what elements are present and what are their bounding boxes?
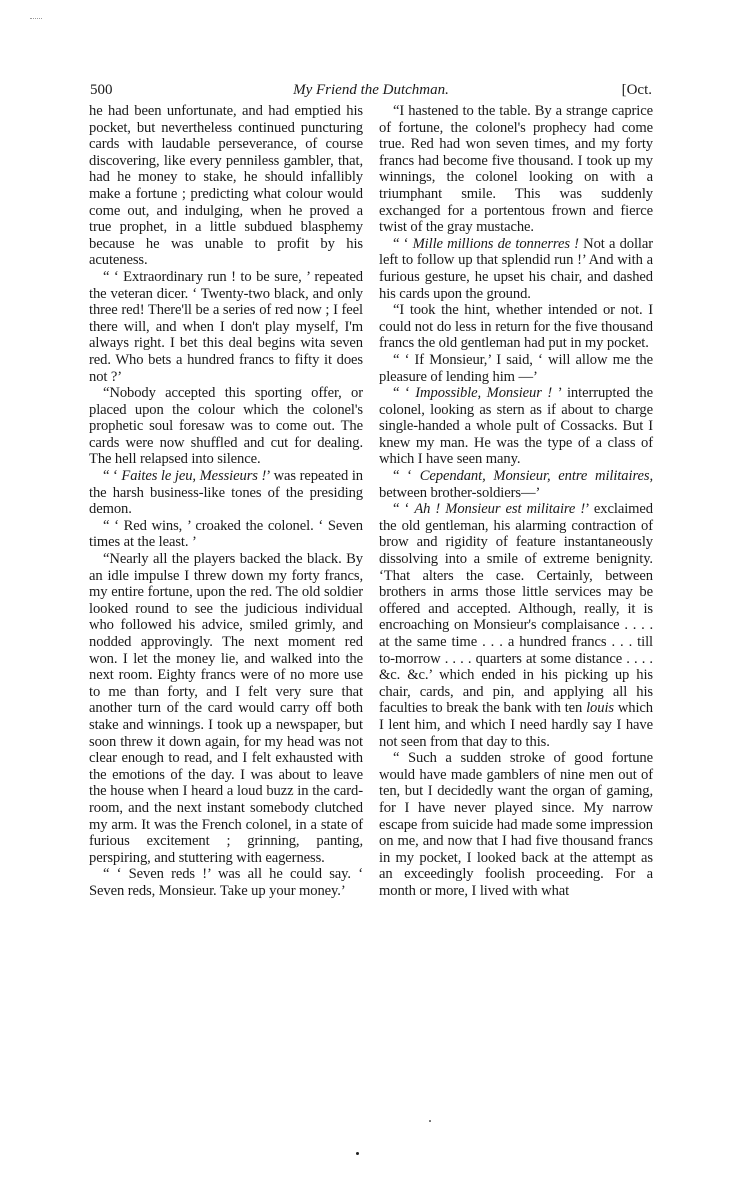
paragraph bbox=[89, 385, 363, 468]
paragraph bbox=[379, 352, 653, 385]
paragraph bbox=[379, 236, 653, 302]
paragraph-text: “ ‘ bbox=[393, 235, 413, 252]
paragraph-text: “ ‘ bbox=[393, 468, 420, 485]
italic-phrase: Impossible, Monsieur ! bbox=[415, 385, 553, 402]
paragraph bbox=[89, 551, 363, 866]
paragraph-text: “ ‘ If Monsieur,’ I said, ‘ will allow me the pleasure of lending him —’ bbox=[379, 351, 653, 385]
paragraph bbox=[379, 501, 653, 750]
paragraph-text: between brother-soldiers—’ bbox=[379, 484, 541, 501]
italic-phrase: Mille millions de tonnerres ! bbox=[412, 235, 579, 252]
paragraph bbox=[379, 385, 653, 468]
paragraph-text: “ ‘ bbox=[393, 501, 415, 518]
paragraph-text: he had been unfortunate, and had emptied his pocket, but nevertheless continued puncturing cards with laudable perseverance, of course discovering, like every penniless gambler, that, had he money to stake, he should infallibly make a fortune ; predicting what colour would come out, and indulging, when he proved a true prophet, in a little subdued blasphemy because he was unable to profit by his acuteness. bbox=[89, 103, 363, 269]
paragraph-text: which I lent him, and which I need hardly say I have not seen from that day to this. bbox=[379, 700, 653, 750]
paragraph-text: “Nobody accepted this sporting offer, or placed upon the colour which the colonel's prophetic soul foresaw was to come out. The cards were now shuffled and cut for dealing. The hell relapsed into silence. bbox=[89, 385, 363, 468]
scan-mark bbox=[30, 18, 42, 20]
paragraph-text: “ ‘ bbox=[103, 468, 122, 485]
ink-speck bbox=[356, 1152, 359, 1155]
paragraph-text: “ ‘ bbox=[393, 385, 416, 402]
paragraph bbox=[379, 302, 653, 352]
paragraph bbox=[89, 866, 363, 899]
italic-phrase: Ah ! Monsieur est militaire ! bbox=[414, 501, 586, 518]
paragraph bbox=[89, 518, 363, 551]
running-head bbox=[90, 80, 652, 100]
italic-phrase: Faites le jeu, Messieurs ! bbox=[121, 468, 267, 485]
paragraph-text: “ ‘ Extraordinary run ! to be sure, ’ repeated the veteran dicer. ‘ Twenty-two black, and only three red! There'll be a series of red now ; I feel there will, and when I don't play myself, I'm always right. I bet this deal begins wita seven red. Who bets a hundred francs to fifty it does not ?’ bbox=[89, 268, 363, 385]
italic-phrase: louis bbox=[586, 700, 614, 717]
paragraph bbox=[89, 468, 363, 518]
right-column bbox=[379, 103, 653, 900]
paragraph bbox=[89, 103, 363, 269]
paragraph-text: “Nearly all the players backed the black. By an idle impulse I threw down my forty francs, my entire fortune, upon the red. The old soldier looked round to see the judicious individual who followed his advice, smiled grimly, and nodded approvingly. The next moment red won. I let the money lie, and walked into the next room. Eighty francs were of no more use to me than forty, and I felt very sure that another turn of the card would carry off both stake and winnings. I took up a newspaper, but soon threw it down again, for my head was not clear enough to read, and I felt exhausted with the emotions of the day. I was about to leave the house when I heard a loud buzz in the card-room, and the next instant somebody clutched my arm. It was the French colonel, in a state of furious excitement ; grinning, panting, perspiring, and stuttering with eagerness. bbox=[89, 551, 363, 866]
paragraph-text: “I took the hint, whether intended or not. I could not do less in return for the five thousand francs the old gentleman had put in my pocket. bbox=[379, 302, 653, 352]
running-month: [Oct. bbox=[621, 82, 652, 98]
paragraph bbox=[379, 750, 653, 899]
paragraph-text: “ Such a sudden stroke of good fortune would have made gamblers of nine men out of ten, but I decidedly want the organ of gaming, for I have never played since. My narrow escape from suicide had made some impression on me, and now that I had five thousand francs in my pocket, I looked back at the attempt as an exceedingly foolish proceeding. For a month or more, I lived with what bbox=[379, 750, 653, 899]
paragraph-text: “I hastened to the table. By a strange caprice of fortune, the colonel's prophecy had come true. Red had won seven times, and my forty francs had become five thousand. I took up my winnings, the colonel looking on with a triumphant smile. This was suddenly exchanged for a portentous frown and fierce twist of the gray mustache. bbox=[379, 103, 653, 236]
italic-phrase: Cependant, Monsieur, entre militaires, bbox=[419, 468, 653, 485]
paragraph-text: Not a dollar left to follow up that splendid run !’ And with a furious gesture, he upset his chair, and dashed his cards upon the ground. bbox=[379, 235, 654, 302]
paragraph-text: ’ exclaimed the old gentleman, his alarming contraction of brow and rigidity of feature instantaneously dissolving into a smile of extreme benignity. ‘That alters the case. Certainly, between brothers in arms those little services may be offered and accepted. Although, really, it is encroaching on Monsieur's complaisance . . . . at the same time . . . a hundred francs . . . till to-morrow . . . . quarters at some distance . . . . &c. &c.’ which ended in his picking up his chair, cards, and pin, and applying all his faculties to break the bank with ten bbox=[379, 501, 653, 717]
paragraph-text: ’ was repeated in the harsh business-like tones of the presiding demon. bbox=[89, 468, 363, 518]
left-column bbox=[89, 103, 363, 900]
paragraph bbox=[379, 103, 653, 236]
ink-speck bbox=[429, 1120, 431, 1122]
running-title: My Friend the Dutchman. bbox=[293, 82, 449, 98]
page-number: 500 bbox=[90, 82, 113, 98]
paragraph-text: ’ interrupted the colonel, looking as stern as if about to charge single-handed a whole pult of Cossacks. But I knew my man. He was the type of a class of which I have seen many. bbox=[379, 385, 654, 468]
paragraph-text: “ ‘ Red wins, ’ croaked the colonel. ‘ Seven times at the least. ’ bbox=[89, 517, 363, 551]
paragraph bbox=[379, 468, 653, 501]
paragraph bbox=[89, 269, 363, 385]
paragraph-text: “ ‘ Seven reds !’ was all he could say. ‘ Seven reds, Monsieur. Take up your money.’ bbox=[89, 866, 363, 899]
